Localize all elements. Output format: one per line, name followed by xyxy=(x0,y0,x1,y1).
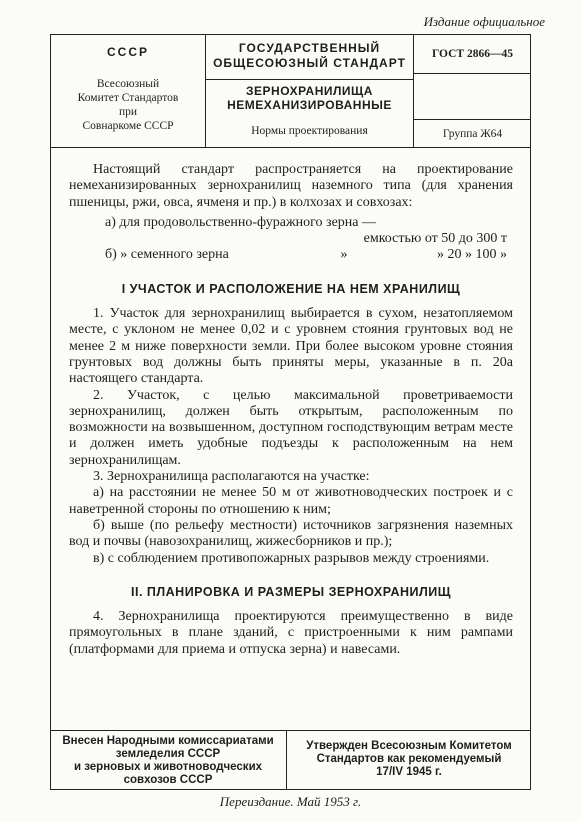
footer-table xyxy=(50,730,531,790)
paragraph-3: 3. Зернохранилища располагаются на участке: xyxy=(93,469,370,485)
paragraph-3a: а) на расстоянии не менее 50 м от животноводческих построек и с наветренной стороны по отношению к ним; xyxy=(69,485,513,517)
standard-type: ГОСУДАРСТВЕННЫЙ ОБЩЕСОЮЗНЫЙ СТАНДАРТ xyxy=(206,41,413,80)
document-frame xyxy=(50,34,531,790)
approved-by: Утвержден Всесоюзным Комитетом Стандартов как рекомендуемый 17/IV 1945 г. xyxy=(306,740,512,778)
document-title: ЗЕРНОХРАНИЛИЩА НЕМЕХАНИЗИРОВАННЫЕ xyxy=(227,84,392,112)
section-1-title: I УЧАСТОК И РАСПОЛОЖЕНИЕ НА НЕМ ХРАНИЛИЩ xyxy=(121,281,461,296)
capacity-a-value: емкостью от 50 до 300 т xyxy=(363,231,507,247)
intro-paragraph: Настоящий стандарт распространяется на проектирование немеханизированных зернохранилищ наземного типа (для хранения пшеницы, ржи, овса, ячменя и пр.) в колхозах и совхозах: xyxy=(69,162,513,210)
header-middle-cell xyxy=(206,35,414,147)
gost-number: ГОСТ 2866—45 xyxy=(414,41,531,74)
header-left-cell xyxy=(51,35,206,147)
header-right-cell xyxy=(414,35,531,147)
document-body xyxy=(69,162,513,658)
paragraph-3v: в) с соблюдением противопожарных разрывов между строениями. xyxy=(93,550,490,566)
committee-label: Всесоюзный Комитет Стандартов при Совнаркоме СССР xyxy=(77,78,179,132)
edition-note: Издание официальное xyxy=(423,14,545,29)
introduced-by: Внесен Народными комиссариатами земледелия СССР и зерновых и животноводческих совхозов СССР xyxy=(50,731,287,789)
capacity-a-label: а) для продовольственно-фуражного зерна — xyxy=(105,214,377,230)
paragraph-1: 1. Участок для зернохранилищ выбирается в сухом, незатопляемом месте, с уклоном не менее 0,02 и с уровнем стояния грунтовых вод не менее 2 м ниже поверхности земли. При более высоком уровне стояния грунтовых вод должны быть приняты меры, указанные в п. 20а настоящего стандарта. xyxy=(69,306,513,387)
group-code: Группа Ж64 xyxy=(414,119,531,147)
paragraph-4: 4. Зернохранилища проектируются преимущественно в виде прямоугольных в плане зданий, с пристроенными к ним рампами (платформами для приема и отпуска зерна) и навесами. xyxy=(69,609,513,657)
section-2-title: II. ПЛАНИРОВКА И РАЗМЕРЫ ЗЕРНОХРАНИЛИЩ xyxy=(131,584,451,599)
capacity-b-row: б) » семенного зерна » » 20 » 100 » xyxy=(105,247,507,263)
document-subtitle: Нормы проектирования xyxy=(251,125,368,137)
paragraph-3b: б) выше (по рельефу местности) источников загрязнения наземных вод и почвы (навозохранилищ, жижесборников и пр.); xyxy=(69,517,513,550)
ussr-label: СССР xyxy=(106,45,149,59)
header-table xyxy=(51,35,530,148)
paragraph-2: 2. Участок, с целью максимальной проветриваемости зернохранилищ, должен быть открытым, расположенным по возможности на возвышенном, доступном господствующим ветрам месте и должен иметь удобные подъезды к расположенным на нем зернохранилищам. xyxy=(69,387,513,468)
reprint-note: Переиздание. Май 1953 г. xyxy=(219,794,362,809)
